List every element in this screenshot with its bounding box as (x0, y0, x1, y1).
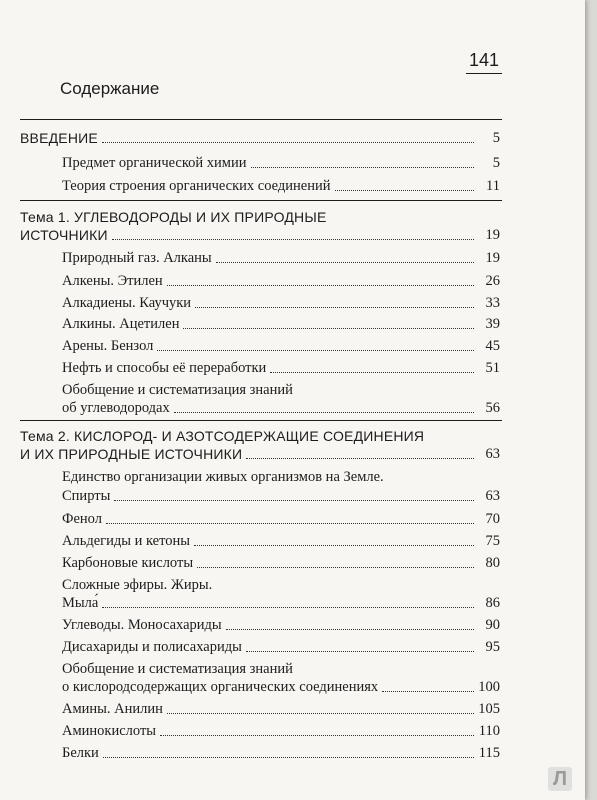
leader-dots (216, 261, 474, 263)
toc-entry (62, 395, 500, 417)
page-number: 141 (466, 50, 502, 74)
toc-entry-page: 19 (485, 227, 500, 243)
leader-dots (167, 712, 474, 714)
leader-dots (197, 566, 474, 568)
toc-entry (62, 245, 500, 267)
toc-entry-page: 11 (486, 178, 500, 194)
rule-divider (20, 420, 502, 421)
leader-dots (102, 606, 474, 608)
toc-entry-title: Теория строения органических соединений (62, 178, 331, 194)
leader-dots (335, 189, 475, 191)
toc-entry-title: Природный газ. Алканы (62, 250, 212, 266)
toc-entry-page: 110 (478, 723, 500, 739)
leader-dots (114, 499, 474, 501)
toc-entry-title: Алкены. Этилен (62, 273, 163, 289)
toc-entry (20, 125, 500, 147)
toc-entry-page: 5 (492, 130, 500, 146)
leader-dots (102, 141, 474, 143)
toc-entry-title: Сложные эфиры. Жиры. (62, 577, 213, 593)
toc-entry-page: 26 (485, 273, 500, 289)
rule-divider (20, 119, 502, 120)
toc-entry-page: 86 (485, 595, 500, 611)
toc-theme-title: И ИХ ПРИРОДНЫЕ ИСТОЧНИКИ (20, 446, 243, 462)
leader-dots (246, 457, 474, 459)
toc-entry-title: Альдегиды и кетоны (62, 533, 190, 549)
toc-entry (62, 506, 500, 528)
toc-entry-title: Арены. Бензол (62, 338, 154, 354)
toc-theme-title: ИСТОЧНИКИ (20, 227, 108, 243)
leader-dots (270, 371, 474, 373)
toc-entry-title: Нефть и способы её переработки (62, 360, 267, 376)
leader-dots (251, 166, 475, 168)
toc-entry (62, 718, 500, 740)
leader-dots (103, 756, 474, 758)
publisher-logo-icon: Л (548, 767, 572, 791)
leader-dots (160, 734, 474, 736)
toc-entry-title: Мыла́ (62, 595, 99, 611)
toc-entry-page: 51 (485, 360, 500, 376)
toc-entry-page: 95 (485, 639, 500, 655)
toc-entry-title: Спирты (62, 488, 111, 504)
toc-entry (20, 222, 500, 244)
toc-entry (62, 696, 500, 718)
toc-entry-page: 56 (485, 400, 500, 416)
toc-entry (62, 173, 500, 195)
toc-entry-title: Алкины. Ацетилен (62, 316, 180, 332)
page-title: Содержание (60, 79, 160, 98)
toc-entry-title: Белки (62, 745, 99, 761)
toc-entry (62, 528, 500, 550)
toc-entry-title: Единство организации живых организмов на Земле. (62, 469, 384, 485)
toc-entry-page: 115 (478, 745, 500, 761)
toc-entry (62, 590, 500, 612)
toc-entry-page: 100 (478, 679, 500, 695)
toc-entry-page: 39 (485, 316, 500, 332)
toc-entry-title: Карбоновые кислоты (62, 555, 194, 571)
toc-entry-title: Амины. Анилин (62, 701, 163, 717)
toc-entry-title: Фенол (62, 511, 102, 527)
toc-entry-title: Дисахариды и полисахариды (62, 639, 242, 655)
toc-entry-title: Аминокислоты (62, 723, 157, 739)
toc-entry-title: об углеводородах (62, 400, 170, 416)
toc-entry-title: Предмет органической химии (62, 155, 247, 171)
rule-divider (20, 200, 502, 201)
toc-entry (62, 483, 500, 505)
toc-entry-page: 105 (478, 701, 500, 717)
leader-dots (195, 306, 474, 308)
toc-entry (62, 612, 500, 634)
leader-dots (183, 327, 474, 329)
toc-entry-title: Алкадиены. Каучуки (62, 295, 192, 311)
toc-entry-title: ВВЕДЕНИЕ (20, 130, 98, 146)
toc-entry-page: 90 (485, 617, 500, 633)
toc-entry-page: 45 (485, 338, 500, 354)
leader-dots (167, 284, 474, 286)
toc-entry (62, 311, 500, 333)
toc-entry (62, 268, 500, 290)
toc-entry (62, 290, 500, 312)
toc-entry-title: Обобщение и систематизация знаний (62, 382, 293, 398)
toc-entry (62, 634, 500, 656)
toc-entry (62, 355, 500, 377)
toc-entry-page: 70 (485, 511, 500, 527)
toc-entry-title: Углеводы. Моносахариды (62, 617, 222, 633)
toc-entry (62, 550, 500, 572)
toc-entry (62, 150, 500, 172)
toc-entry-title: о кислородсодержащих органических соединениях (62, 679, 379, 695)
toc-entry (62, 740, 500, 762)
toc-entry (20, 441, 500, 463)
toc-entry-page: 63 (485, 446, 500, 462)
leader-dots (174, 411, 474, 413)
leader-dots (157, 349, 474, 351)
leader-dots (246, 650, 474, 652)
toc-entry-page: 80 (485, 555, 500, 571)
toc-theme-title: Тема 2. КИСЛОРОД- И АЗОТСОДЕРЖАЩИЕ СОЕДИНЕНИЯ (20, 428, 425, 444)
toc-theme-title: Тема 1. УГЛЕВОДОРОДЫ И ИХ ПРИРОДНЫЕ (20, 209, 327, 225)
toc-entry-page: 63 (485, 488, 500, 504)
leader-dots (194, 544, 474, 546)
toc-entry-page: 75 (485, 533, 500, 549)
leader-dots (106, 522, 474, 524)
leader-dots (226, 628, 474, 630)
toc-entry (62, 333, 500, 355)
toc-entry-page: 19 (485, 250, 500, 266)
toc-entry-page: 5 (492, 155, 500, 171)
leader-dots (382, 690, 474, 692)
toc-entry (62, 674, 500, 696)
leader-dots (112, 238, 474, 240)
toc-entry-title: Обобщение и систематизация знаний (62, 661, 293, 677)
toc-entry-page: 33 (485, 295, 500, 311)
